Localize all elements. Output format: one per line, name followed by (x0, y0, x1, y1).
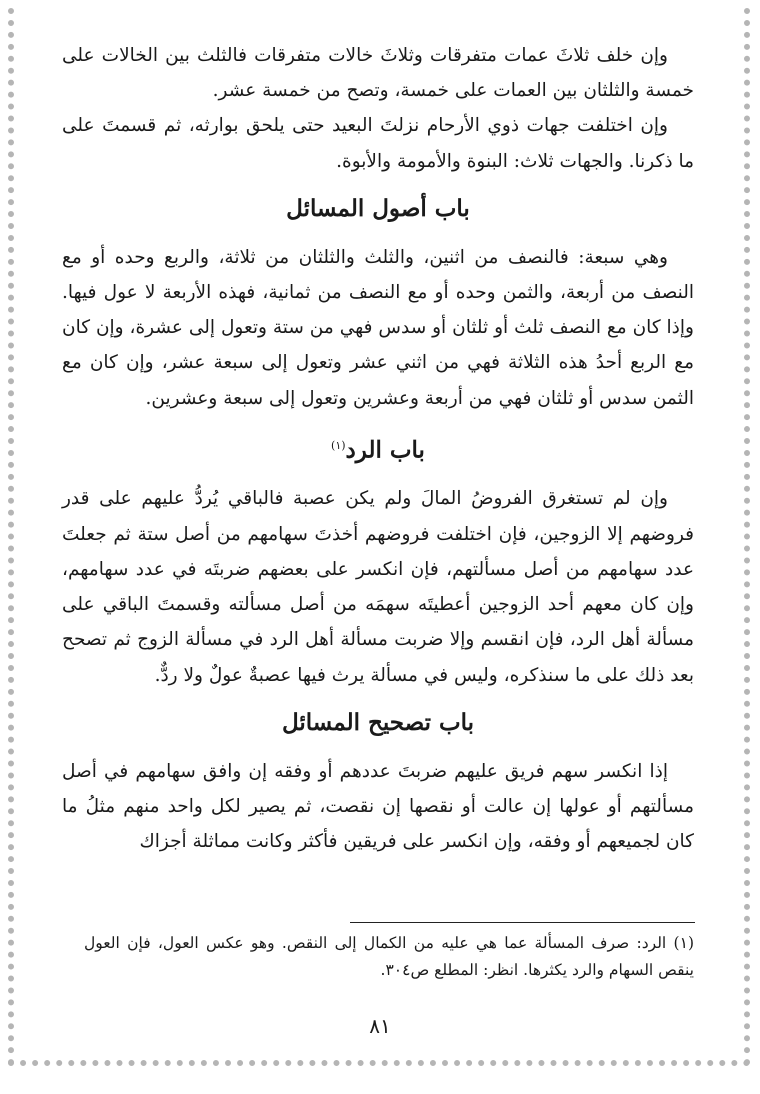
section-heading: باب تصحيح المسائل (281, 708, 475, 736)
paragraph: وإن خلف ثلاثَ عمات متفرقات وثلاثَ خالات متفرقات فالثلث بين الخالات على خمسة والثلثان بين العمات على خمسة، وتصح من خمسة عشر. (62, 45, 694, 102)
main-text (62, 38, 694, 859)
footnote-separator (350, 922, 695, 923)
paragraph: وإن لم تستغرق الفروضُ المالَ ولم يكن عصبة فالباقي يُردُّ عليهم على قدر فروضهم إلا الزوجين، فإن اختلفت فروضهم أخذتَ سهامهم من أصل ستة ثم جعلتَ عدد سهامهم من أصل مسألتهم، فإن انكسر على بعضهم ضربتَه في عدد سهامهم، وإن كان معهم أحد الزوجين أعطيتَه سهمَه من أصل مسألته وقسمتَ الباقي على مسألة أهل الرد، فإن انقسم وإلا ضربت مسألة أهل الرد في مسألة الزوج ثم تصحح بعد ذلك على ما سنذكره، وليس في مسألة يرث فيها عصبةٌ عولٌ ولا ردٌّ. (62, 488, 694, 686)
heading-text: باب الرد (345, 436, 425, 464)
section-heading: باب أصول المسائل (286, 194, 470, 222)
paragraph: وهي سبعة: فالنصف من اثنين، والثلث والثلثان من ثلاثة، والربع وحده أو مع النصف من أربعة، والثمن وحده أو مع النصف من ثمانية، فهذه الأربعة لا عول فيها. وإذا كان مع النصف ثلث أو ثلثان أو سدس فهي من ستة وتعول إلى عشرة، وإن كان مع الربع أحدُ هذه الثلاثة فهي من اثني عشر وتعول إلى سبعة عشر، وإن كان مع الثمن سدس أو ثلثان فهي من أربعة وعشرين وتعول إلى سبعة وعشرين. (62, 246, 694, 409)
footnote-marker: (١) (331, 438, 346, 452)
page-number: ٨١ (369, 1014, 391, 1038)
footnote: (١) الرد: صرف المسألة عما هي عليه من الكمال إلى النقص. وهو عكس العول، فإن العول ينقص السهام والرد يكثرها. انظر: المطلع ص٣٠٤. (84, 934, 694, 979)
paragraph: وإن اختلفت جهات ذوي الأرحام نزلتَ البعيد حتى يلحق بوارثه، ثم قسمتَ على ما ذكرنا. والجهات ثلاث: البنوة والأمومة والأبوة. (62, 115, 694, 172)
paragraph: إذا انكسر سهم فريق عليهم ضربتَ عددهم أو وفقه إن وافق سهامهم في أصل مسألتهم أو عولها إن عالت أو نقصها إن نقصت، ثم يصير لكل واحد منهم مثلُ ما كان لجميعهم أو وفقه، وإن انكسر على فريقين فأكثر وكانت مماثلة أجزاك (62, 760, 694, 853)
section-heading (62, 428, 694, 468)
